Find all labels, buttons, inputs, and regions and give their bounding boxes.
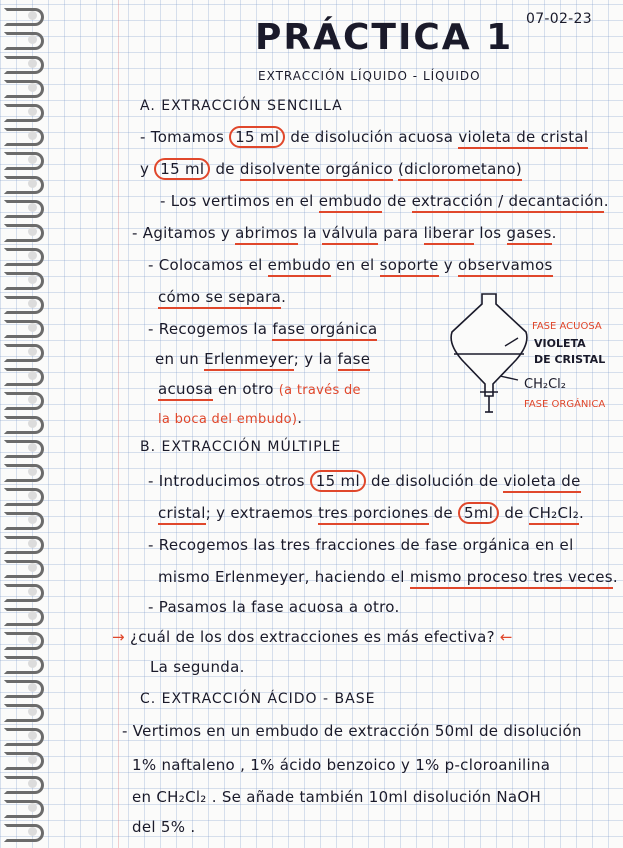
spiral-ring	[4, 728, 44, 746]
punch-hole	[28, 443, 37, 452]
spiral-ring	[4, 512, 44, 530]
punch-hole	[28, 203, 37, 212]
spiral-ring	[4, 224, 44, 242]
punch-hole	[28, 827, 37, 836]
spiral-ring	[4, 416, 44, 434]
punch-hole	[28, 515, 37, 524]
section-b-line-1: - Introducimos otros 15 ml de disolución de violeta de	[148, 474, 581, 489]
punch-hole	[28, 275, 37, 284]
spiral-ring	[4, 656, 44, 674]
diagram-label-crystal: DE CRISTAL	[534, 353, 606, 366]
section-c-heading: C. EXTRACCIÓN ÁCIDO - BASE	[140, 691, 376, 707]
spiral-ring	[4, 800, 44, 818]
spiral-ring	[4, 176, 44, 194]
diagram-label-violet: VIOLETA	[534, 337, 586, 350]
spiral-ring	[4, 464, 44, 482]
punch-hole	[28, 467, 37, 476]
punch-hole	[28, 635, 37, 644]
spiral-ring	[4, 8, 44, 26]
spiral-ring	[4, 824, 44, 842]
spiral-ring	[4, 56, 44, 74]
punch-hole	[28, 395, 37, 404]
punch-hole	[28, 179, 37, 188]
spiral-ring	[4, 200, 44, 218]
section-c-line-2: 1% naftaleno , 1% ácido benzoico y 1% p-cloroanilina	[132, 756, 551, 774]
section-b-line-4: mismo Erlenmeyer, haciendo el mismo proceso tres veces.	[158, 570, 618, 585]
diagram-label-aqueous: FASE ACUOSA	[532, 321, 602, 332]
punch-hole	[28, 347, 37, 356]
section-a-heading: A. EXTRACCIÓN SENCILLA	[140, 98, 343, 114]
spiral-ring	[4, 560, 44, 578]
section-a-line-6: cómo se separa.	[158, 290, 286, 305]
section-a-line-4: - Agitamos y abrimos la válvula para liberar los gases.	[132, 226, 557, 241]
page-title: PRÁCTICA 1	[255, 17, 514, 58]
spiral-ring	[4, 248, 44, 266]
punch-hole	[28, 419, 37, 428]
spiral-ring	[4, 128, 44, 146]
circled-volume: 15 ml	[229, 126, 285, 148]
punch-hole	[28, 659, 37, 668]
answer-text: La segunda.	[150, 658, 245, 676]
section-c-line-4: del 5% .	[132, 818, 196, 836]
spiral-ring	[4, 488, 44, 506]
section-a-line-10: la boca del embudo).	[158, 409, 303, 427]
section-a-line-2: y 15 ml de disolvente orgánico (diclorometano)	[140, 162, 522, 177]
punch-hole	[28, 539, 37, 548]
punch-hole	[28, 563, 37, 572]
spiral-ring	[4, 680, 44, 698]
punch-hole	[28, 155, 37, 164]
spiral-ring	[4, 584, 44, 602]
punch-hole	[28, 131, 37, 140]
section-b-line-3: - Recogemos las tres fracciones de fase orgánica en el	[148, 536, 574, 554]
section-b-line-5: - Pasamos la fase acuosa a otro.	[148, 598, 400, 616]
spiral-binding	[0, 0, 48, 848]
punch-hole	[28, 587, 37, 596]
spiral-ring	[4, 776, 44, 794]
punch-hole	[28, 107, 37, 116]
diagram-label-organic: FASE ORGÁNICA	[524, 399, 606, 410]
section-c-line-1: - Vertimos en un embudo de extracción 50ml de disolución	[122, 722, 582, 740]
punch-hole	[28, 59, 37, 68]
punch-hole	[28, 371, 37, 380]
section-a-line-9: acuosa en otro (a través de	[158, 382, 361, 397]
circled-volume: 15 ml	[154, 158, 210, 180]
punch-hole	[28, 731, 37, 740]
section-a-line-5: - Colocamos el embudo en el soporte y observamos	[148, 258, 553, 273]
subtitle: EXTRACCIÓN LÍQUIDO - LÍQUIDO	[258, 69, 481, 83]
section-a-line-7: - Recogemos la fase orgánica	[148, 322, 377, 337]
section-b-line-2: cristal; y extraemos tres porciones de 5ml de CH₂Cl₂.	[158, 506, 584, 521]
spiral-ring	[4, 440, 44, 458]
spiral-ring	[4, 632, 44, 650]
punch-hole	[28, 611, 37, 620]
spiral-ring	[4, 296, 44, 314]
section-b-heading: B. EXTRACCIÓN MÚLTIPLE	[140, 439, 342, 455]
spiral-ring	[4, 608, 44, 626]
spiral-ring	[4, 32, 44, 50]
punch-hole	[28, 491, 37, 500]
spiral-ring	[4, 368, 44, 386]
punch-hole	[28, 755, 37, 764]
arrow-right-icon: →	[112, 628, 125, 646]
punch-hole	[28, 323, 37, 332]
punch-hole	[28, 779, 37, 788]
punch-hole	[28, 707, 37, 716]
section-a-line-1: - Tomamos 15 ml de disolución acuosa violeta de cristal	[140, 130, 588, 145]
section-c-line-3: en CH₂Cl₂ . Se añade también 10ml disolución NaOH	[132, 788, 542, 806]
circled-volume: 5ml	[458, 502, 499, 524]
section-a-line-3: - Los vertimos en el embudo de extracción / decantación.	[160, 194, 609, 209]
spiral-ring	[4, 80, 44, 98]
punch-hole	[28, 803, 37, 812]
spiral-ring	[4, 320, 44, 338]
section-a-line-8: en un Erlenmeyer; y la fase	[155, 352, 370, 367]
circled-volume: 15 ml	[310, 470, 366, 492]
arrow-left-icon: ←	[499, 628, 513, 646]
punch-hole	[28, 299, 37, 308]
spiral-ring	[4, 536, 44, 554]
spiral-ring	[4, 392, 44, 410]
spiral-ring	[4, 752, 44, 770]
spiral-ring	[4, 704, 44, 722]
spiral-ring	[4, 272, 44, 290]
spiral-ring	[4, 152, 44, 170]
spiral-ring	[4, 344, 44, 362]
punch-hole	[28, 11, 37, 20]
diagram-label-ch2cl2: CH₂Cl₂	[524, 377, 566, 392]
punch-hole	[28, 35, 37, 44]
punch-hole	[28, 251, 37, 260]
funnel-icon	[451, 294, 527, 412]
margin-line	[118, 0, 119, 848]
spiral-ring	[4, 104, 44, 122]
date: 07-02-23	[526, 11, 592, 27]
punch-hole	[28, 227, 37, 236]
punch-hole	[28, 683, 37, 692]
punch-hole	[28, 83, 37, 92]
question-line: → ¿cuál de los dos extracciones es más efectiva? ←	[112, 628, 513, 646]
